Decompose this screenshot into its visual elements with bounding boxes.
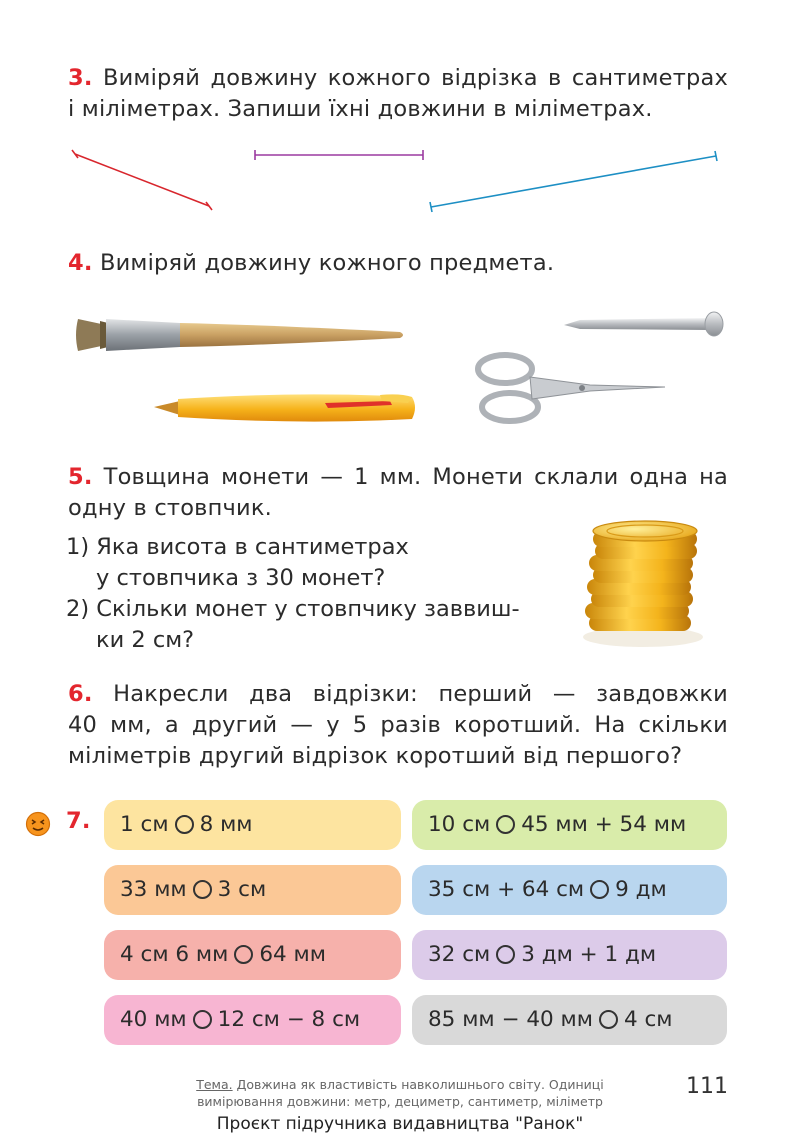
comparison-left: 32 см [428,942,491,967]
comparison-circle[interactable] [496,815,515,834]
comparison-item [104,995,401,1045]
task-4 [68,248,728,279]
comparison-right: 4 см [623,1007,673,1032]
task-text: Виміряй довжину кожного предмета. [99,250,555,276]
task-text: Накресли два відрізки: перший — завдовжки [113,681,728,707]
comparison-item [412,865,727,915]
question-1: 1) Яка висота в сантиметрах у стовпчика з 30 монет? [66,534,409,591]
comparison-item [412,930,727,980]
comparison-left: 10 см [428,812,491,837]
comparison-left: 85 мм − 40 мм [428,1007,593,1032]
comparison-item [104,800,401,850]
pen-illustration [150,385,420,435]
comparison-right: 3 см [217,877,267,902]
comparison-left: 40 мм [120,1007,187,1032]
task-text: 40 мм, а другий — у 5 разів коротший. На скільки [68,712,728,738]
comparison-item [104,930,401,980]
comparison-item [104,865,401,915]
footer-topic: Тема. Довжина як властивість навколишнього світу. Одиниці вимірювання довжини: метр, дециметр, сантиметр, міліметр [196,1077,604,1109]
comparison-circle[interactable] [175,815,194,834]
task-number: 6. [68,681,93,707]
task-6 [68,679,728,772]
segment-blue [430,151,717,212]
comparison-left: 33 мм [120,877,187,902]
comparison-item [412,800,727,850]
comparison-right: 3 дм + 1 дм [521,942,657,967]
comparison-circle[interactable] [599,1010,618,1029]
nail-illustration [560,308,730,338]
topic-label: Тема. [196,1077,233,1092]
coin-stack-illustration [575,515,715,655]
comparison-left: 1 см [120,812,169,837]
comparison-right: 8 мм [199,812,253,837]
question-2: 2) Скільки монет у стовпчику заввиш- ки 2 см? [66,596,520,653]
comparison-right: 64 мм [259,942,326,967]
comparison-right: 12 см − 8 см [217,1007,361,1032]
segment-purple [255,150,423,160]
comparison-circle[interactable] [193,1010,212,1029]
comparison-right: 9 дм [615,877,667,902]
task-number: 4. [68,250,93,276]
paintbrush-illustration [70,305,410,365]
comparison-circle[interactable] [193,880,212,899]
task-text: одну в стовпчик. [68,495,272,521]
task-text: міліметрів другий відрізок коротший від першого? [68,743,683,769]
task-number: 3. [68,65,93,91]
task-text: Товщина монети — 1 мм. Монети склали одна на [103,464,728,490]
comparison-left: 4 см 6 мм [120,942,229,967]
task-text: і міліметрах. Запиши їхні довжини в міліметрах. [68,96,653,122]
task-text: Виміряй довжину кожного відрізка в сантиметрах [102,65,728,91]
comparison-circle[interactable] [496,945,515,964]
comparison-circle[interactable] [590,880,609,899]
smiley-icon [25,811,51,837]
comparison-left: 35 см + 64 см [428,877,585,902]
scissors-illustration [470,345,680,430]
comparison-item [412,995,727,1045]
task-7-number: 7. [66,808,91,834]
comparison-right: 45 мм + 54 мм [521,812,687,837]
publisher-credit: Проєкт підручника видавництва "Ранок" [216,1114,584,1134]
comparison-circle[interactable] [234,945,253,964]
page-number: 111 [686,1074,728,1099]
task-number: 5. [68,464,93,490]
segment-red [72,150,212,210]
segments-figure [0,0,800,230]
